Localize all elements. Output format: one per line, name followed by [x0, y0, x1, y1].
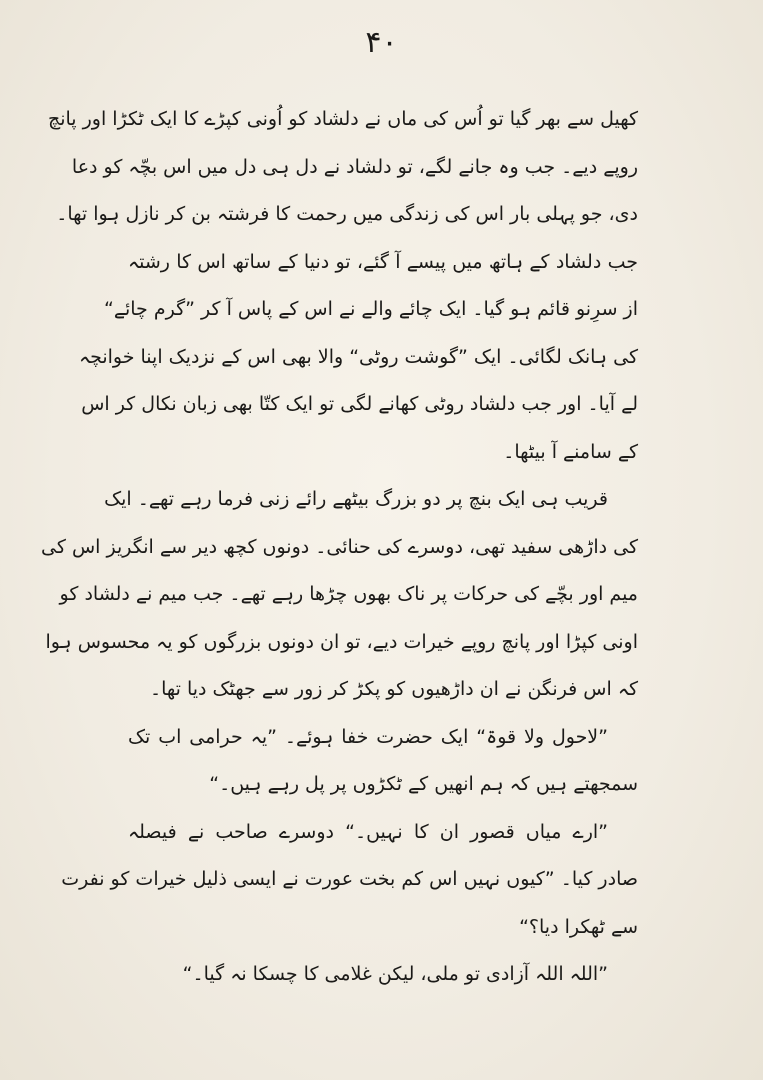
text-line: جب دلشاد کے ہاتھ میں پیسے آ گئے، تو دنیا کے ساتھ اس کا رشتہ	[128, 250, 638, 273]
text-line: ”لاحول ولا قوۃ“ ایک حضرت خفا ہوئے۔ ”یہ حرامی اب تک	[128, 725, 608, 748]
text-line: از سرِنو قائم ہو گیا۔ ایک چائے والے نے اس کے پاس آ کر ”گرم چائے“	[104, 298, 638, 320]
text-line: کے سامنے آ بیٹھا۔	[503, 440, 638, 463]
text-line: قریب ہی ایک بنچ پر دو بزرگ بیٹھے رائے زنی فرما رہے تھے۔ ایک	[104, 488, 608, 510]
text-line: کہ اس فرنگن نے ان داڑھیوں کو پکڑ کر زور سے جھٹک دیا تھا۔	[149, 678, 638, 700]
paragraph	[41, 476, 638, 714]
paragraph	[47, 96, 638, 239]
text-line: کی ہانک لگائی۔ ایک ”گوشت روٹی“ والا بھی اس کے نزدیک اپنا خوانچہ	[78, 345, 638, 368]
text-line: روپے دیے۔ جب وہ جانے لگے، تو دلشاد نے دل ہی دل میں اس بچّہ کو دعا	[71, 155, 638, 178]
body-text	[41, 96, 638, 999]
paragraph	[61, 809, 638, 952]
paragraph	[128, 951, 638, 999]
text-line: کھیل سے بھر گیا تو اُس کی ماں نے دلشاد کو اُونی کپڑے کا ایک ٹکڑا اور پانچ	[47, 108, 638, 130]
text-line: لے آیا۔ اور جب دلشاد روٹی کھانے لگی تو ایک کتّا بھی زبان نکال کر اس	[81, 393, 638, 415]
text-line: دی، جو پہلی بار اس کی زندگی میں رحمت کا فرشتہ بن کر نازل ہوا تھا۔	[56, 203, 638, 225]
text-line: کی داڑھی سفید تھی، دوسرے کی حنائی۔ دونوں کچھ دیر سے انگریز اس کی	[41, 535, 638, 558]
page-number: ۴۰	[365, 25, 398, 60]
text-line: ”ارے میاں قصور ان کا نہیں۔“ دوسرے صاحب نے فیصلہ	[128, 820, 608, 843]
paragraph	[128, 714, 638, 809]
text-line: میم اور بچّے کی حرکات پر ناک بھوں چڑھا رہے تھے۔ جب میم نے دلشاد کو	[59, 583, 638, 605]
text-line: صادر کیا۔ ”کیوں نہیں اس کم بخت عورت نے ایسی ذلیل خیرات کو نفرت	[61, 868, 638, 890]
text-line: سے ٹھکرا دیا؟“	[519, 915, 638, 938]
text-line: سمجھتے ہیں کہ ہم انھیں کے ٹکڑوں پر پل رہے ہیں۔“	[209, 773, 638, 795]
paragraph	[78, 239, 638, 477]
text-line: ”اللہ اللہ آزادی تو ملی، لیکن غلامی کا چسکا نہ گیا۔“	[182, 963, 608, 985]
text-line: اونی کپڑا اور پانچ روپے خیرات دیے، تو ان دونوں بزرگوں کو یہ محسوس ہوا	[45, 630, 638, 653]
